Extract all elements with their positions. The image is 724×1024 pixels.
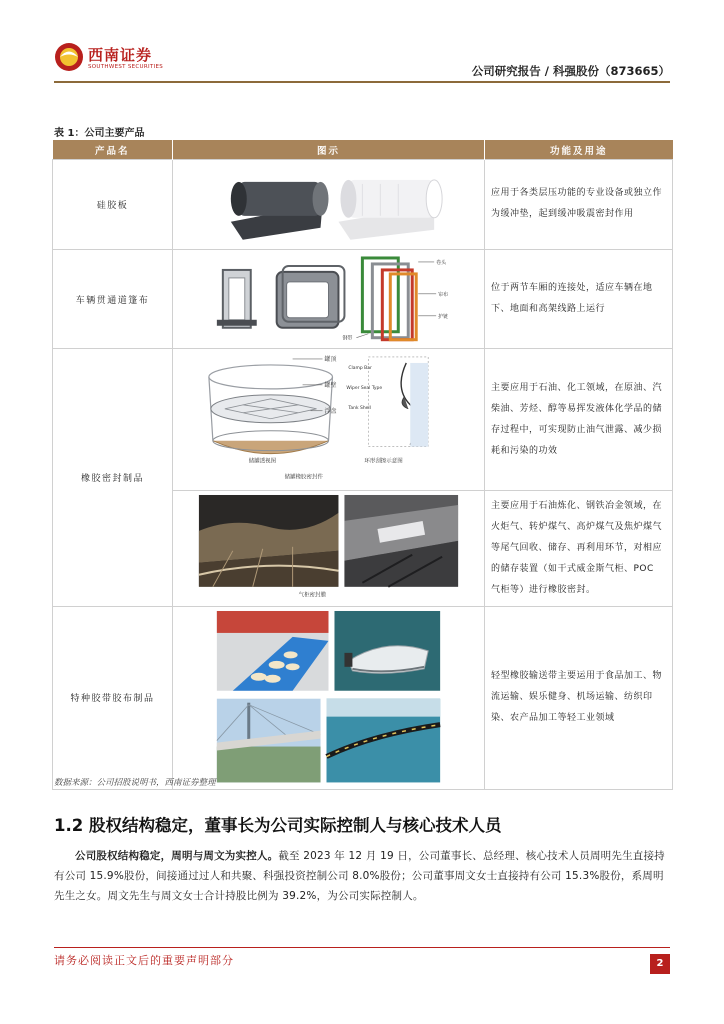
table-caption: 表 1：公司主要产品 bbox=[54, 128, 145, 139]
section-body bbox=[54, 846, 674, 906]
product-name: 硅胶板 bbox=[53, 160, 173, 250]
gangway-label: 卷头 bbox=[436, 259, 447, 266]
product-description: 轻型橡胶输送带主要运用于食品加工、物流运输、娱乐健身、机场运输、纺织印染、农产品加工等轻工业领域 bbox=[485, 606, 673, 789]
gasholder-seal-illustration bbox=[173, 491, 484, 603]
footer-rule bbox=[54, 947, 670, 948]
gangway-bellows-illustration bbox=[173, 250, 484, 346]
table-header-row bbox=[53, 140, 673, 160]
table-row bbox=[53, 606, 673, 789]
product-name: 车辆贯通道篷布 bbox=[53, 249, 173, 349]
column-header: 图示 bbox=[173, 140, 485, 160]
table-row bbox=[53, 249, 673, 349]
header-rule bbox=[54, 81, 670, 83]
section-lead: 公司股权结构稳定，周明与周文为实控人。 bbox=[75, 850, 279, 862]
gangway-label: 护链 bbox=[438, 313, 449, 320]
product-image-cell bbox=[173, 249, 485, 349]
table-row bbox=[53, 160, 673, 250]
tank-label: 罐壁 bbox=[324, 382, 337, 390]
seal-label: Wiper Seal Type bbox=[346, 386, 383, 392]
column-header: 功能及用途 bbox=[485, 140, 673, 160]
seal-label: Tank Shell bbox=[348, 406, 371, 412]
source-note: 数据来源：公司招股说明书，西南证券整理 bbox=[54, 778, 216, 788]
logo-mark-icon bbox=[54, 42, 84, 72]
product-image-cell bbox=[173, 490, 485, 606]
logo-name-cn: 西南证券 bbox=[88, 46, 153, 64]
footer-disclaimer: 请务必阅读正文后的重要声明部分 bbox=[54, 954, 234, 967]
tank-label: 罐顶 bbox=[324, 356, 337, 364]
product-description: 主要应用于石油炼化、钢铁冶金领域，在火炬气、转炉煤气、高炉煤气及焦炉煤气等尾气回收、储存、再利用环节，对相应的储存装置（如干式威金斯气柜、POC 气柜等）进行橡胶密封。 bbox=[485, 490, 673, 606]
product-image-cell bbox=[173, 349, 485, 491]
seal-label: 环形刮擦示意图 bbox=[364, 459, 403, 466]
column-header: 产品名 bbox=[53, 140, 173, 160]
products-table bbox=[52, 140, 673, 790]
gasholder-caption: 气柜密封膜 bbox=[298, 592, 326, 599]
company-logo bbox=[54, 42, 164, 76]
tank-seal-illustration bbox=[173, 349, 484, 487]
product-image-cell bbox=[173, 606, 485, 789]
page-header bbox=[0, 0, 724, 84]
tank-label: 浮盘 bbox=[324, 408, 337, 416]
product-description: 位于两节车厢的连接处，适应车辆在地下、地面和高架线路上运行 bbox=[485, 249, 673, 349]
section-body-text: 截至 2023 年 12 月 19 日，公司董事长、总经理、核心技术人员周明先生直接持有公司 15.9%股份，间接通过过人和共聚、科强投资控制公司 8.0%股份；公司董事周文女士直接持有公司 15.3%股份，系周明先生之女。周文先生与周文女士合计持股比例为 39.2%，为公司实际控制人。 bbox=[54, 850, 665, 902]
logo-name-en: SOUTHWEST SECURITIES bbox=[88, 64, 164, 70]
table-row bbox=[53, 349, 673, 491]
product-name: 特种胶带胶布制品 bbox=[53, 606, 173, 789]
product-image-cell bbox=[173, 160, 485, 250]
tank-caption: 储罐橡胶密封件 bbox=[284, 474, 323, 481]
product-description: 应用于各类层压功能的专业设备或独立作为缓冲垫，起到缓冲吸震密封作用 bbox=[485, 160, 673, 250]
tank-label: 储罐透视图 bbox=[248, 459, 277, 466]
special-belt-illustration bbox=[173, 607, 484, 786]
product-description: 主要应用于石油、化工领域，在原油、汽柴油、芳烃、醇等易挥发液体化学品的储存过程中，可实现防止油气泄露、减少损耗和污染的功效 bbox=[485, 349, 673, 491]
gangway-label: 帘布 bbox=[438, 291, 449, 298]
seal-label: Clamp Bar bbox=[348, 366, 372, 372]
silicone-sheet-illustration bbox=[173, 160, 484, 246]
section-title: 1.2 股权结构稳定，董事长为公司实际控制人与核心技术人员 bbox=[54, 816, 502, 835]
product-name: 橡胶密封制品 bbox=[53, 349, 173, 606]
gangway-label: 钢带 bbox=[342, 335, 353, 342]
page-number: 2 bbox=[650, 954, 670, 974]
report-title: 公司研究报告 / 科强股份（873665） bbox=[471, 64, 670, 78]
